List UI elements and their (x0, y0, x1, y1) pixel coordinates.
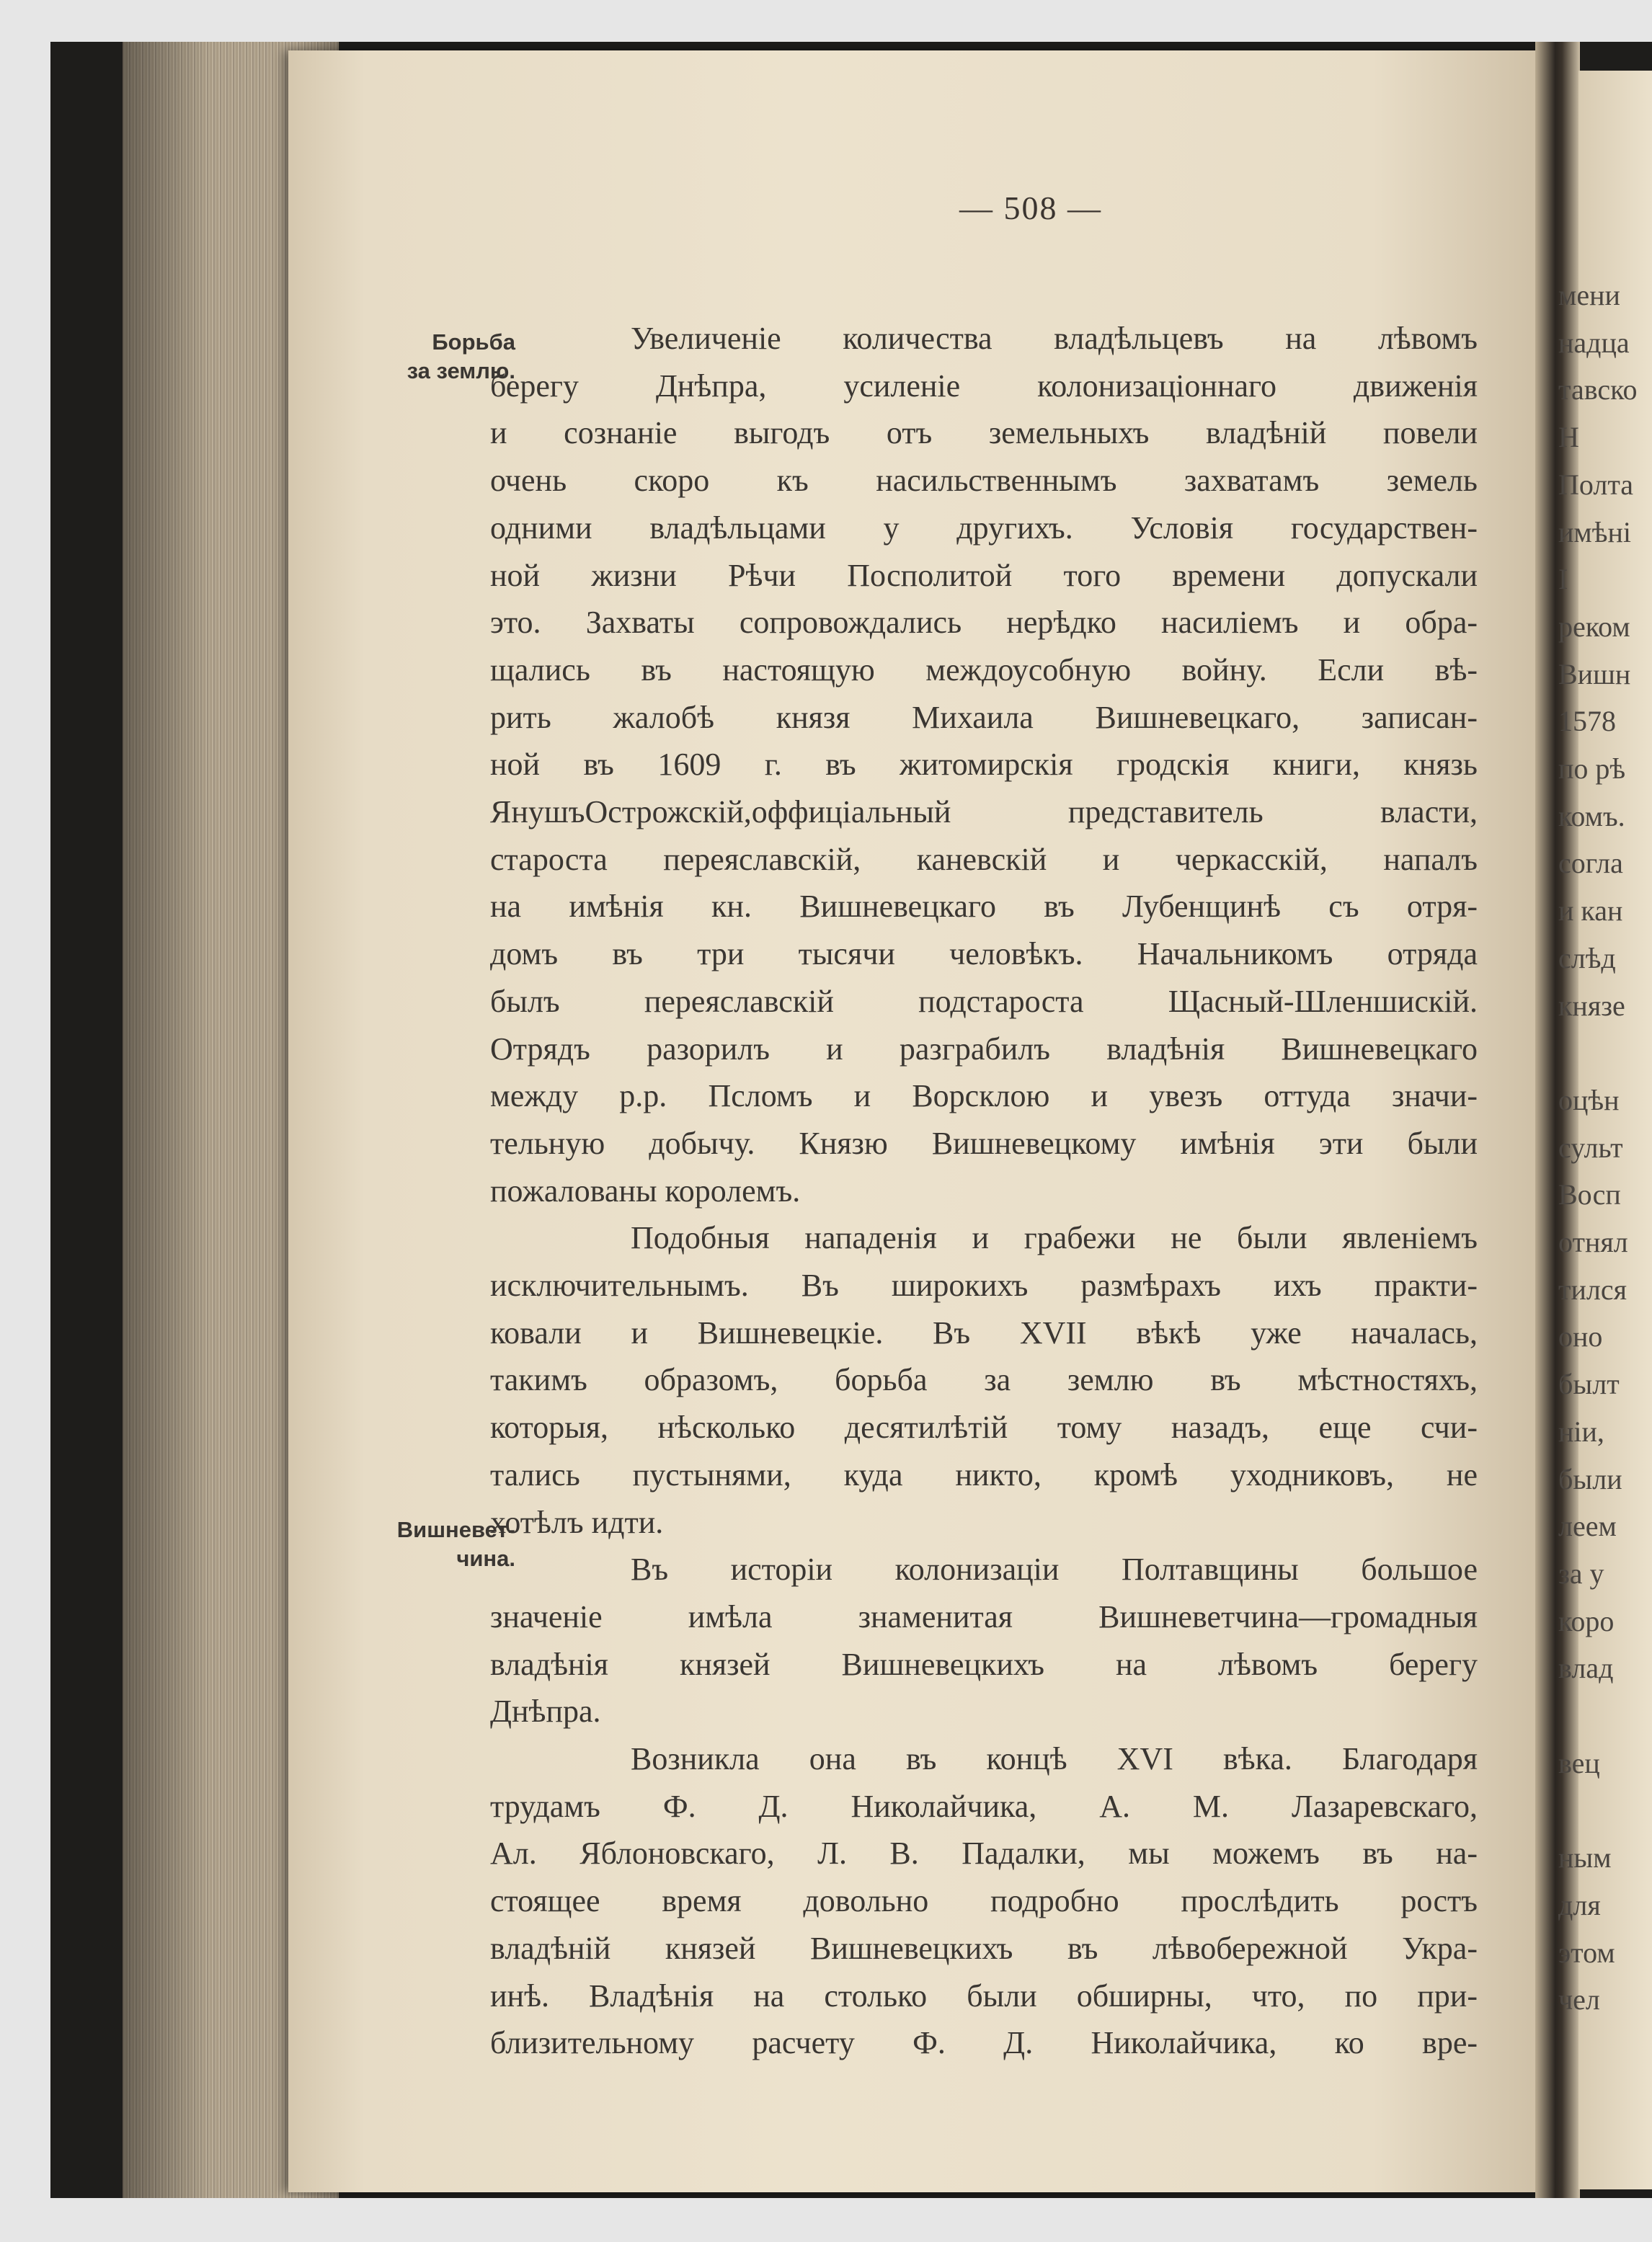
facing-page-line: князе (1558, 989, 1625, 1022)
facing-page-line: для (1558, 1888, 1601, 1921)
body-line: очень скоро къ насильственнымъ захватамъ земель (490, 463, 1478, 499)
body-line: Днѣпра. (490, 1694, 601, 1730)
body-line: рить жалобѣ князя Михаила Вишневецкаго, записан- (490, 699, 1478, 735)
facing-page-line: леем (1558, 1510, 1617, 1543)
body-line: владѣнія князей Вишневецкихъ на лѣвомъ берегу (490, 1646, 1478, 1682)
facing-page-line: оцѣн (1558, 1083, 1620, 1116)
body-line: Возникла она въ концѣ XVI вѣка. Благодаря (631, 1741, 1478, 1776)
facing-page-line: комъ. (1558, 799, 1625, 832)
body-line: которыя, нѣсколько десятилѣтій тому назадъ, еще счи- (490, 1410, 1478, 1446)
body-line: и сознаніе выгодъ отъ земельныхъ владѣній повели (490, 415, 1478, 451)
body-line: это. Захваты сопровождались нерѣдко насиліемъ и обра- (490, 605, 1478, 641)
facing-page-line: тился (1558, 1273, 1627, 1306)
facing-page-line: слѣд (1558, 941, 1616, 974)
facing-page-line: отнял (1558, 1226, 1628, 1258)
body-line: хотѣлъ идти. (490, 1504, 664, 1540)
facing-page-line: І (1558, 563, 1568, 596)
body-line: на имѣнія кн. Вишневецкаго въ Лубенщинѣ съ отря- (490, 889, 1478, 925)
facing-page-line (1558, 1789, 1652, 1832)
facing-page-line: ніи, (1558, 1415, 1604, 1448)
body-line: тельную добычу. Князю Вишневецкому имѣнія эти были (490, 1125, 1478, 1161)
body-line: ной въ 1609 г. въ житомирскія гродскія книги, князь (490, 747, 1478, 783)
body-line: тались пустынями, куда никто, кромѣ уходниковъ, не (490, 1456, 1478, 1493)
margin-note-line: за землю. (407, 358, 515, 383)
facing-page-line: Н (1558, 421, 1579, 454)
facing-page-line: имѣні (1558, 515, 1631, 548)
body-line: ной жизни Рѣчи Посполитой того времени допускали (490, 557, 1478, 593)
body-line: ковали и Вишневецкіе. Въ XVII вѣкѣ уже началась, (490, 1314, 1478, 1351)
facing-page-line: этом (1558, 1936, 1615, 1969)
margin-note-line: Борьба (432, 329, 515, 355)
body-line: такимъ образомъ, борьба за землю въ мѣстностяхъ, (490, 1362, 1478, 1398)
body-line: одними владѣльцами у другихъ. Условія государствен- (490, 510, 1478, 546)
body-line: староста переяславскій, каневскій и черкасскій, напалъ (490, 841, 1478, 877)
body-line: ЯнушъОстрожскій,оффиціальный представитель власти, (490, 794, 1478, 829)
body-line: пожалованы королемъ. (490, 1173, 801, 1209)
facing-page-line: Восп (1558, 1178, 1621, 1211)
facing-page-line: Вишн (1558, 657, 1631, 690)
facing-page-line: былт (1558, 1368, 1620, 1401)
body-line: Увеличеніе количества владѣльцевъ на лѣвомъ (631, 321, 1478, 356)
facing-page-line: коро (1558, 1604, 1615, 1637)
body-line: значеніе имѣла знаменитая Вишневетчина—громадныя (490, 1598, 1478, 1634)
margin-note-line: чина. (456, 1546, 515, 1571)
facing-page-line: 1578 (1558, 705, 1616, 738)
body-line: Въ исторіи колонизаціи Полтавщины большое (631, 1552, 1478, 1588)
facing-page-line: были (1558, 1462, 1622, 1495)
facing-page-line: реком (1558, 610, 1630, 643)
facing-page-line: Полта (1558, 468, 1634, 501)
facing-page-line: оно (1558, 1320, 1603, 1353)
facing-page-line (1558, 1694, 1652, 1738)
facing-page-line: влад (1558, 1652, 1614, 1685)
body-line: былъ переяславскій подстароста Щасный-Шленшискій. (490, 983, 1478, 1019)
body-line: Подобныя нападенія и грабежи не были явленіемъ (631, 1220, 1478, 1256)
facing-page-line: вец (1558, 1746, 1600, 1779)
body-line: владѣній князей Вишневецкихъ въ лѣвобережной Укра- (490, 1930, 1478, 1966)
body-line: исключительнымъ. Въ широкихъ размѣрахъ ихъ практи- (490, 1268, 1478, 1303)
facing-page-line (1558, 1031, 1652, 1075)
body-line: инѣ. Владѣнія на столько были обширны, что, по при- (490, 1978, 1478, 2014)
facing-page-line: надца (1558, 326, 1630, 359)
facing-page-line: и кан (1558, 894, 1623, 928)
facing-page-line: сульт (1558, 1131, 1623, 1164)
facing-page-line: тавско (1558, 373, 1638, 406)
body-line: Ал. Яблоновскаго, Л. В. Падалки, мы можемъ въ на- (490, 1836, 1478, 1872)
body-line: между р.р. Псломъ и Ворсклою и увезъ оттуда значи- (490, 1078, 1478, 1114)
body-line: берегу Днѣпра, усиленіе колонизаціоннаго движенія (490, 368, 1478, 404)
facing-page-line: чел (1558, 1983, 1600, 2016)
body-line: стоящее время довольно подробно прослѣдить ростъ (490, 1883, 1478, 1919)
margin-note-line: Вишневет- (396, 1517, 515, 1542)
facing-page-line: за у (1558, 1557, 1604, 1590)
facing-page-line: мени (1558, 279, 1620, 311)
body-line: близительному расчету Ф. Д. Николайчика, ко вре- (490, 2025, 1478, 2061)
body-line: домъ въ три тысячи человѣкъ. Начальникомъ отряда (490, 936, 1478, 972)
facing-page-line: ным (1558, 1841, 1612, 1874)
facing-page-line: по рѣ (1558, 752, 1626, 785)
body-line: Отрядъ разорилъ и разграбилъ владѣнія Вишневецкаго (490, 1031, 1478, 1067)
body-line: щались въ настоящую междоусобную войну. Если вѣ- (490, 651, 1478, 688)
page-number: — 508 — (959, 190, 1102, 226)
body-line: трудамъ Ф. Д. Николайчика, А. М. Лазаревскаго, (490, 1788, 1478, 1824)
facing-page-line: согла (1558, 847, 1623, 880)
